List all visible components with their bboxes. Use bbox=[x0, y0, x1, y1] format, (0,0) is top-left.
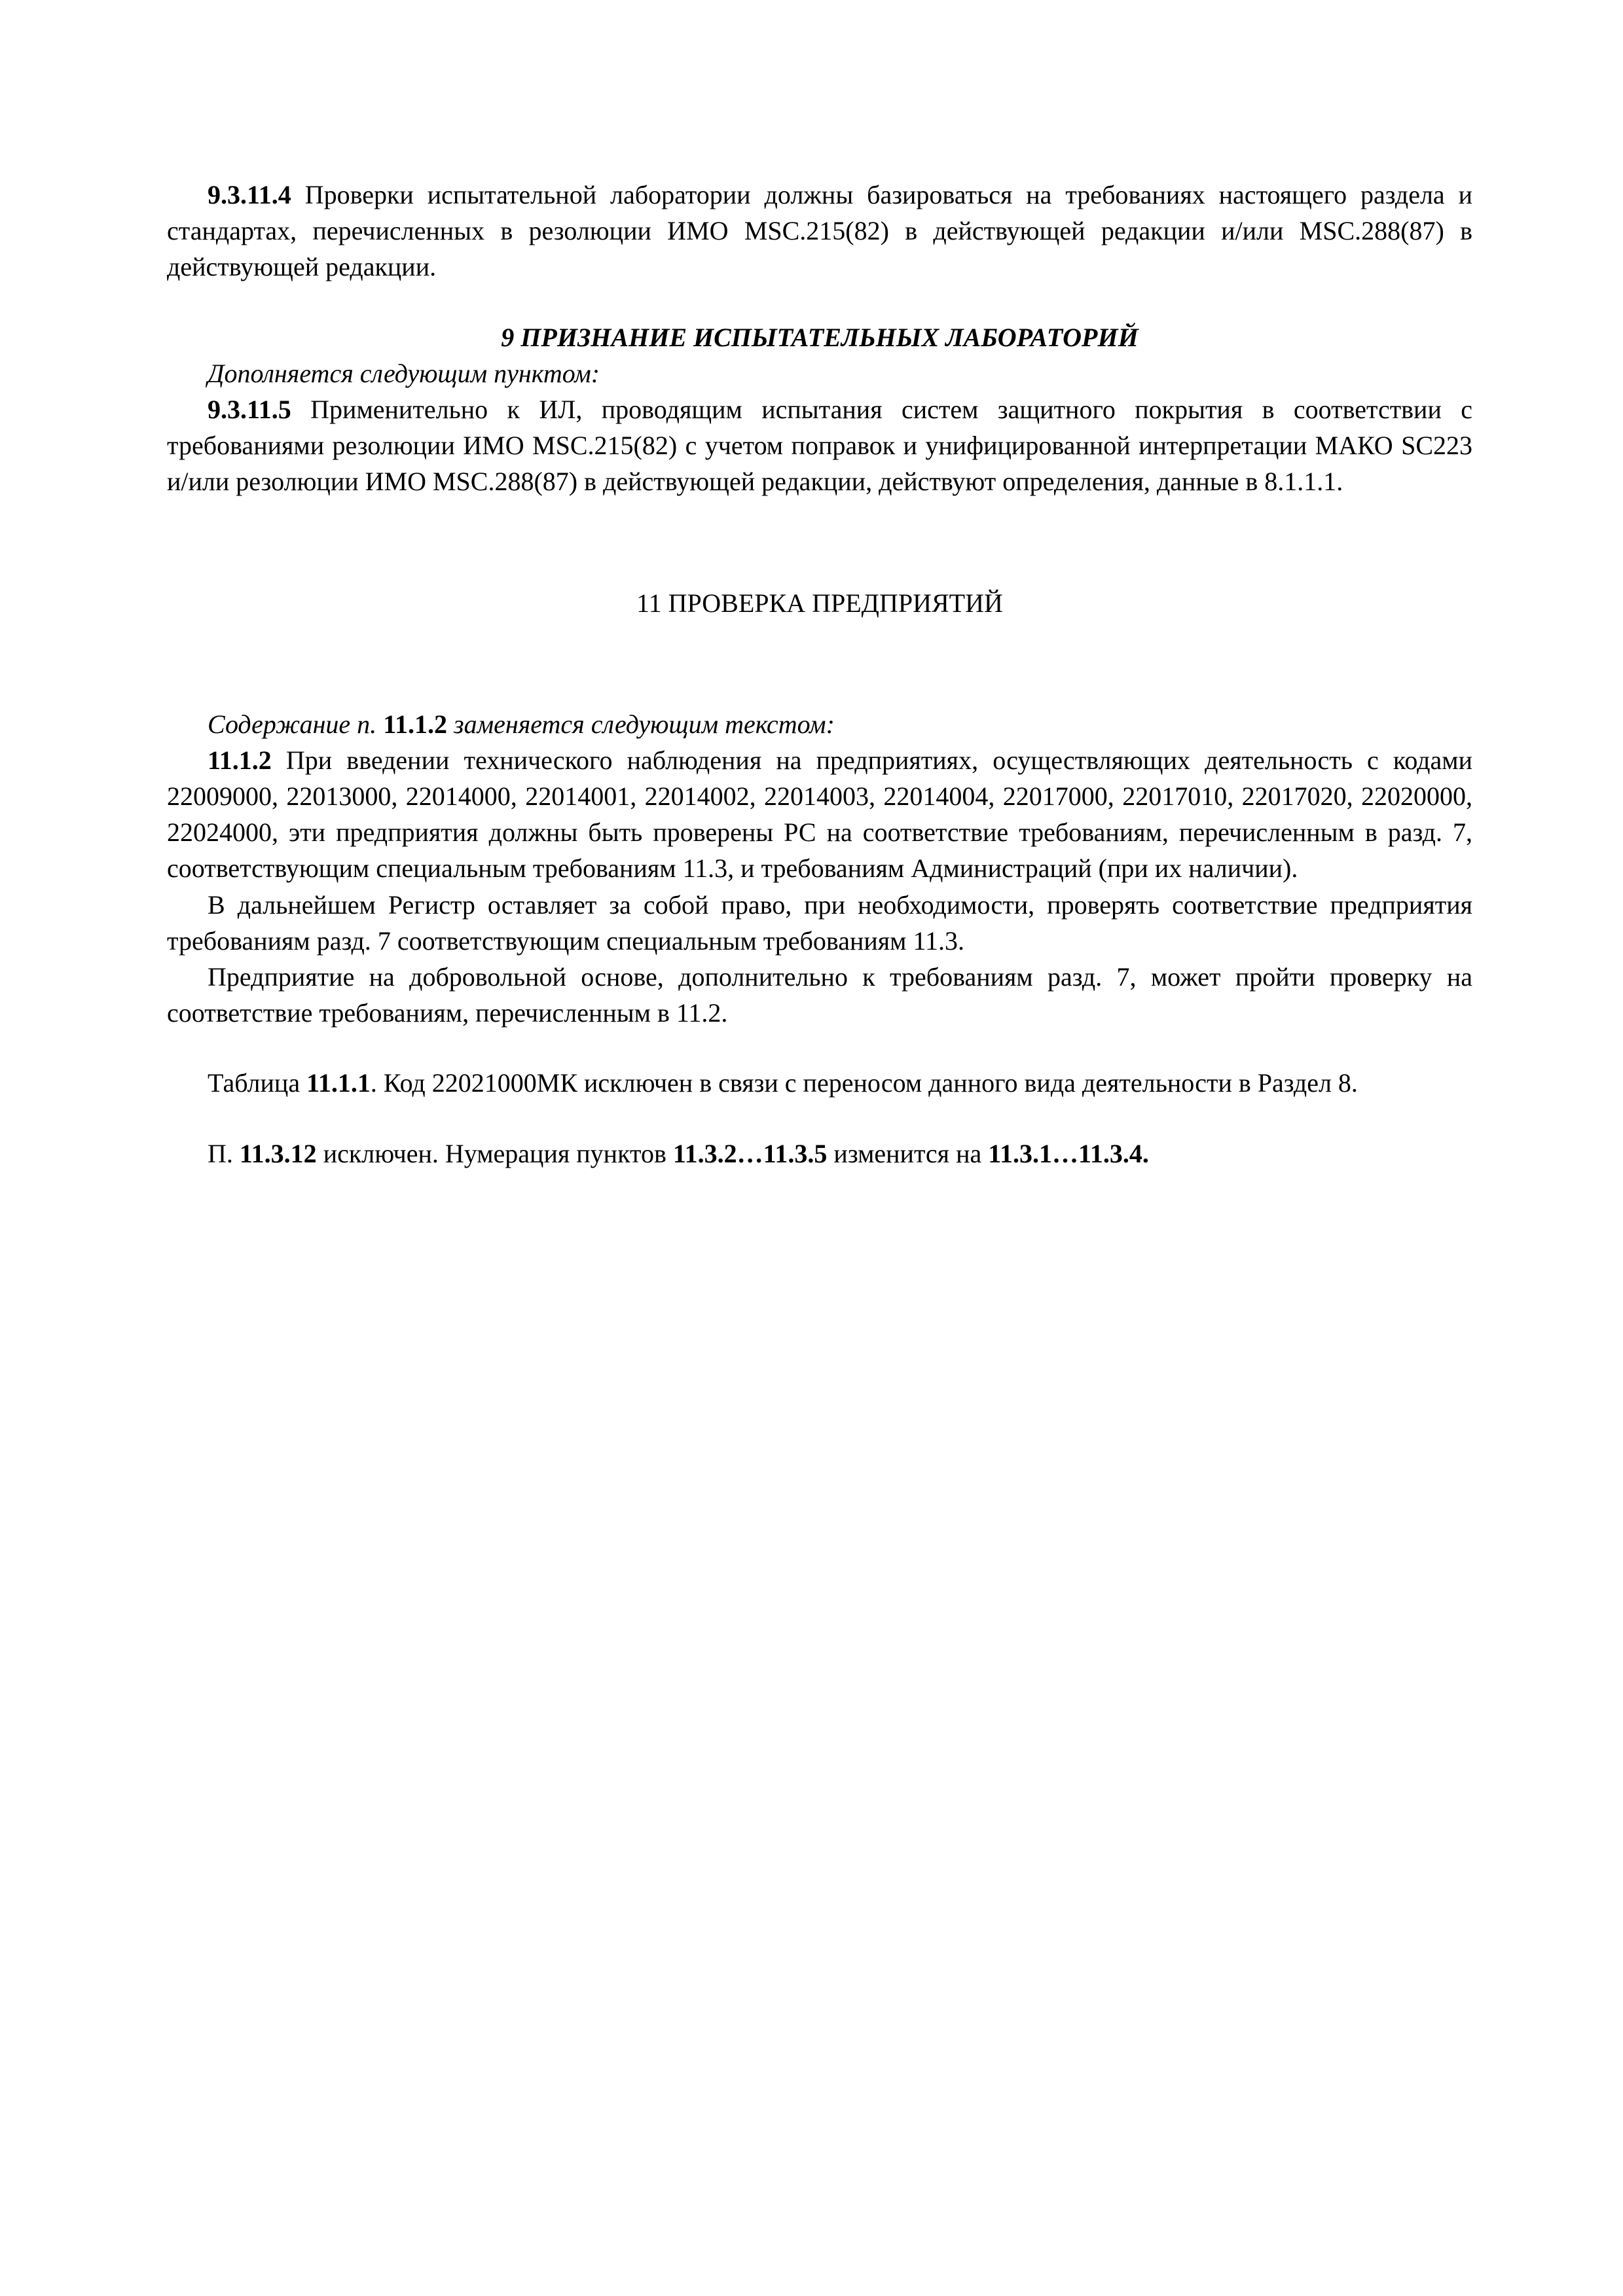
paragraph-dopolnyaetsya: Дополняется следующим пунктом: bbox=[208, 358, 600, 388]
spacer bbox=[167, 621, 1472, 706]
paragraph-v-dalneyshem: В дальнейшем Регистр оставляет за собой право, при необходимости, проверять соответствие предприятия требованиям разд. 7 соответствующим специальным требованиям 11.3. bbox=[167, 889, 1472, 956]
spacer bbox=[167, 1102, 1472, 1136]
table-number-11-1-1: 11.1.1 bbox=[306, 1068, 371, 1098]
clause-number-11-1-2-ref: 11.1.2 bbox=[383, 709, 447, 739]
clause-range-old: 11.3.2…11.3.5 bbox=[672, 1138, 828, 1168]
paragraph-punkt-part3: изменится на bbox=[827, 1138, 989, 1168]
paragraph-punkt-part2: исключен. Нумерация пунктов bbox=[316, 1138, 673, 1168]
spacer bbox=[167, 285, 1472, 319]
paragraph-soderzhanie-suffix: заменяется следующим текстом: bbox=[447, 709, 835, 739]
paragraph-soderzhanie bbox=[167, 706, 1472, 742]
paragraph-9-3-11-5 bbox=[167, 391, 1472, 500]
document-body bbox=[167, 177, 1472, 1172]
spacer bbox=[167, 1031, 1472, 1065]
section-heading-9: 9 ПРИЗНАНИЕ ИСПЫТАТЕЛЬНЫХ ЛАБОРАТОРИЙ bbox=[501, 322, 1139, 352]
paragraph-tablica-prefix: Таблица bbox=[208, 1068, 307, 1098]
clause-number-11-3-12: 11.3.12 bbox=[239, 1138, 317, 1168]
paragraph-tablica-text: . Код 22021000МК исключен в связи с переносом данного вида деятельности в Раздел 8. bbox=[370, 1068, 1358, 1098]
clause-number-11-1-2: 11.1.2 bbox=[208, 745, 272, 775]
paragraph-tablica bbox=[167, 1065, 1472, 1101]
paragraph-11-1-2-text: При введении технического наблюдения на предприятиях, осуществляющих деятельность с кодами 22009000, 22013000, 22014000, 22014001, 22014002, 22014003, 22014004, 22017000, 22017010, 22017020, 22020000, 22024000, эти предприятия должны быть проверены РС на соответствие требованиям, перечисленным в разд. 7, соответствующим специальным требованиям 11.3, и требованиям Администраций (при их наличии). bbox=[167, 745, 1472, 884]
spacer bbox=[167, 500, 1472, 585]
paragraph-9-3-11-4-text: Проверки испытательной лаборатории должны базироваться на требованиях настоящего раздела и стандартах, перечисленных в резолюции ИМО MSC.215(82) в действующей редакции и/или MSC.288(87) в действующей редакции. bbox=[167, 180, 1472, 282]
paragraph-9-3-11-5-text: Применительно к ИЛ, проводящим испытания систем защитного покрытия в соответствии с требованиями резолюции ИМО MSC.215(82) с учетом поправок и унифицированной интерпретации МАКО SC223 и/или резолюции ИМО MSC.288(87) в действующей редакции, действуют определения, данные в 8.1.1.1. bbox=[167, 394, 1472, 497]
clause-number-9-3-11-5: 9.3.11.5 bbox=[208, 394, 291, 424]
paragraph-punkt bbox=[167, 1136, 1472, 1172]
paragraph-soderzhanie-prefix: Содержание п. bbox=[208, 709, 384, 739]
paragraph-predpriyatie: Предприятие на добровольной основе, дополнительно к требованиям разд. 7, может пройти проверку на соответствие требованиям, перечисленным в 11.2. bbox=[167, 962, 1472, 1028]
clause-number-9-3-11-4: 9.3.11.4 bbox=[208, 180, 291, 209]
paragraph-punkt-part1: П. bbox=[208, 1138, 240, 1168]
paragraph-11-1-2 bbox=[167, 742, 1472, 887]
paragraph-9-3-11-4 bbox=[167, 177, 1472, 285]
clause-range-new: 11.3.1…11.3.4. bbox=[988, 1138, 1149, 1168]
section-heading-11: 11 ПРОВЕРКА ПРЕДПРИЯТИЙ bbox=[636, 588, 1003, 618]
